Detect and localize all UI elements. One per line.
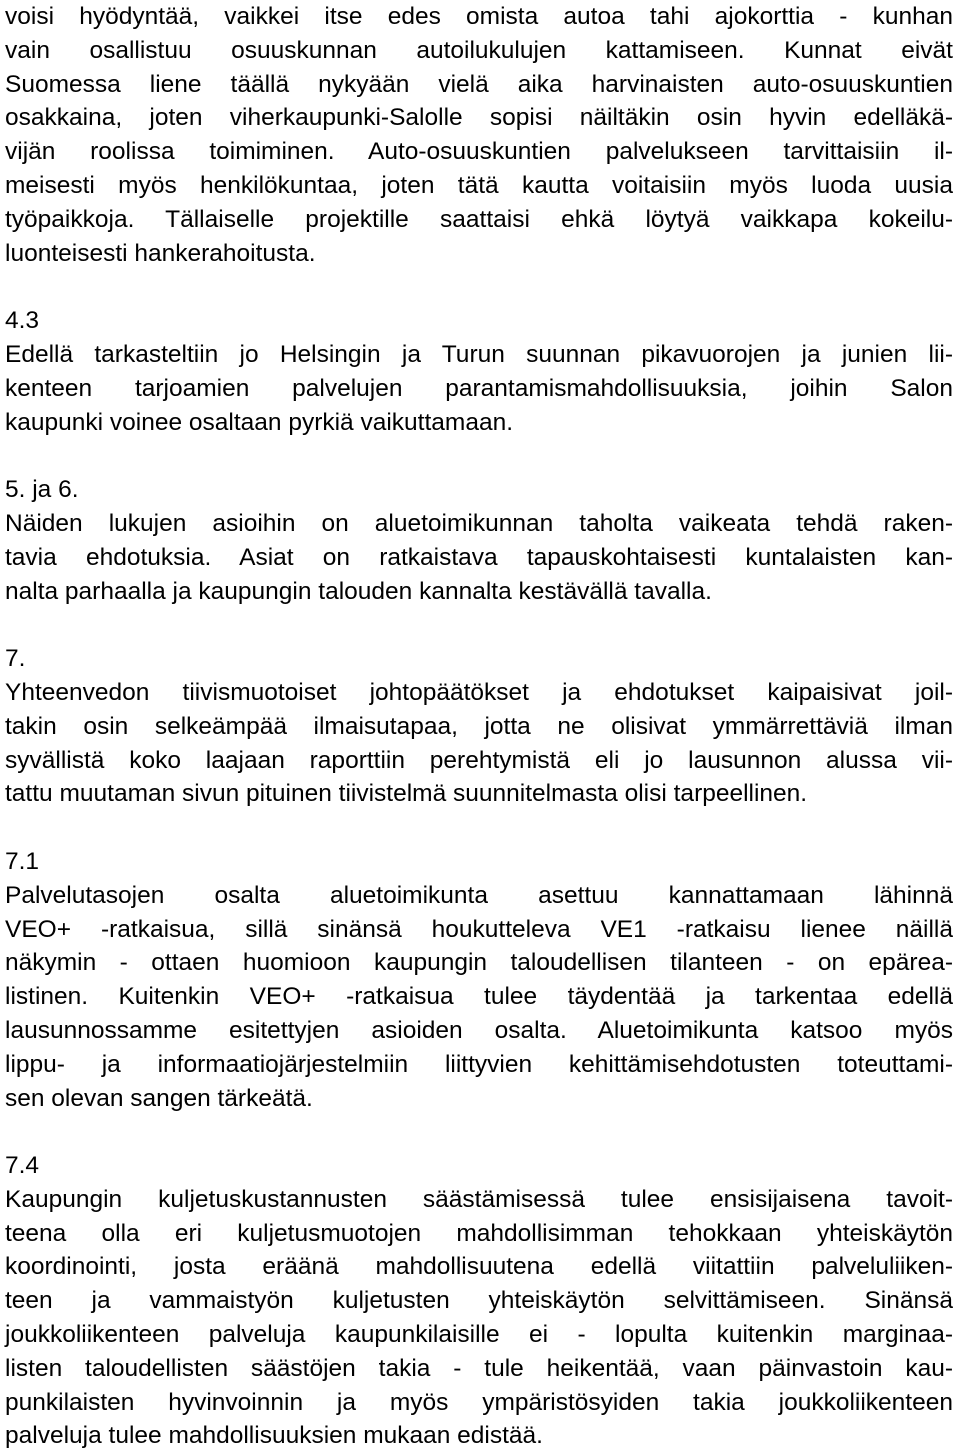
paragraph-gap xyxy=(5,1115,953,1149)
text-line: punkilaisten hyvinvoinnin ja myös ympäristösyiden takia joukkoliikenteen xyxy=(5,1388,953,1416)
section xyxy=(5,473,953,608)
text-line: Yhteenvedon tiivismuotoiset johtopäätökset ja ehdotukset kaipaisivat joil- xyxy=(5,678,953,706)
text-line: listinen. Kuitenkin VEO+ -ratkaisua tulee täydentää ja tarkentaa edellä xyxy=(5,983,953,1011)
text-line: kaupunki voinee osaltaan pyrkiä vaikuttamaan. xyxy=(5,408,514,436)
text-line: syvällistä koko laajaan raporttiin perehtymistä eli jo lausunnon alussa vii- xyxy=(5,746,953,774)
text-line: listen taloudellisten säästöjen takia - tule heikentää, vaan päinvastoin kau- xyxy=(5,1354,953,1382)
text-line: tavia ehdotuksia. Asiat on ratkaistava tapauskohtaisesti kuntalaisten kan- xyxy=(5,543,953,571)
text-line: Palvelutasojen osalta aluetoimikunta asettuu kannattamaan lähinnä xyxy=(5,881,953,909)
section-heading: 7. xyxy=(5,645,26,673)
text-line: koordinointi, josta eräänä mahdollisuutena edellä viitattiin palveluliiken- xyxy=(5,1253,953,1281)
paragraph xyxy=(5,0,953,270)
document-page xyxy=(5,0,953,1453)
text-line: VEO+ -ratkaisua, sillä sinänsä houkutteleva VE1 -ratkaisu lienee näillä xyxy=(5,915,953,943)
text-line: näkymin - ottaen huomioon kaupungin taloudellisen tilanteen - on epärea- xyxy=(5,949,953,977)
text-line: työpaikkoja. Tällaiselle projektille saattaisi ehkä löytyä vaikkapa kokeilu- xyxy=(5,205,953,233)
section-heading: 5. ja 6. xyxy=(5,476,79,504)
paragraph-gap xyxy=(5,439,953,473)
text-line: palveluja tulee mahdollisuuksien mukaan edistää. xyxy=(5,1422,543,1450)
text-line: vain osallistuu osuuskunnan autoilukulujen kattamiseen. Kunnat eivät xyxy=(5,36,953,64)
paragraph-gap xyxy=(5,811,953,845)
section xyxy=(5,1149,953,1453)
text-line: kenteen tarjoamien palvelujen parantamismahdollisuuksia, joihin Salon xyxy=(5,374,953,402)
text-line: vijän roolissa toimiminen. Auto-osuuskuntien palvelukseen tarvittaisiin il- xyxy=(5,138,953,166)
text-line: Näiden lukujen asioihin on aluetoimikunnan taholta vaikeata tehdä raken- xyxy=(5,509,953,537)
text-line: lausunnossamme esitettyjen asioiden osalta. Aluetoimikunta katsoo myös xyxy=(5,1016,953,1044)
text-line: tattu muutaman sivun pituinen tiivistelmä suunnitelmasta olisi tarpeellinen. xyxy=(5,780,808,808)
section xyxy=(5,845,953,1115)
text-line: lippu- ja informaatiojärjestelmiin liittyvien kehittämisehdotusten toteuttami- xyxy=(5,1050,953,1078)
text-line: teen ja vammaistyön kuljetusten yhteiskäytön selvittämiseen. Sinänsä xyxy=(5,1287,953,1315)
section xyxy=(5,642,953,811)
text-line: takin osin selkeämpää ilmaisutapaa, jotta ne olisivat ymmärrettäviä ilman xyxy=(5,712,953,740)
section xyxy=(5,304,953,439)
text-line: voisi hyödyntää, vaikkei itse edes omista autoa tahi ajokorttia - kunhan xyxy=(5,3,953,30)
text-line: sen olevan sangen tärkeätä. xyxy=(5,1084,313,1112)
paragraph-gap xyxy=(5,608,953,642)
text-line: luonteisesti hankerahoitusta. xyxy=(5,239,316,267)
text-line: meisesti myös henkilökuntaa, joten tätä kautta voitaisiin myös luoda uusia xyxy=(5,171,953,199)
text-line: Suomessa liene täällä nykyään vielä aika harvinaisten auto-osuuskuntien xyxy=(5,70,953,98)
text-line: Kaupungin kuljetuskustannusten säästämisessä tulee ensisijaisena tavoit- xyxy=(5,1185,953,1213)
paragraph-gap xyxy=(5,270,953,304)
section-heading: 7.1 xyxy=(5,847,40,875)
text-line: joukkoliikenteen palveluja kaupunkilaisille ei - lopulta kuitenkin marginaa- xyxy=(5,1321,953,1349)
text-line: teena olla eri kuljetusmuotojen mahdollisimman tehokkaan yhteiskäytön xyxy=(5,1219,953,1247)
section-heading: 7.4 xyxy=(5,1152,40,1180)
text-line: osakkaina, joten viherkaupunki-Salolle sopisi näiltäkin osin hyvin edelläkä- xyxy=(5,104,953,132)
text-line: Edellä tarkasteltiin jo Helsingin ja Turun suunnan pikavuorojen ja junien lii- xyxy=(5,340,953,368)
section-heading: 4.3 xyxy=(5,307,40,335)
text-line: nalta parhaalla ja kaupungin talouden kannalta kestävällä tavalla. xyxy=(5,577,712,605)
